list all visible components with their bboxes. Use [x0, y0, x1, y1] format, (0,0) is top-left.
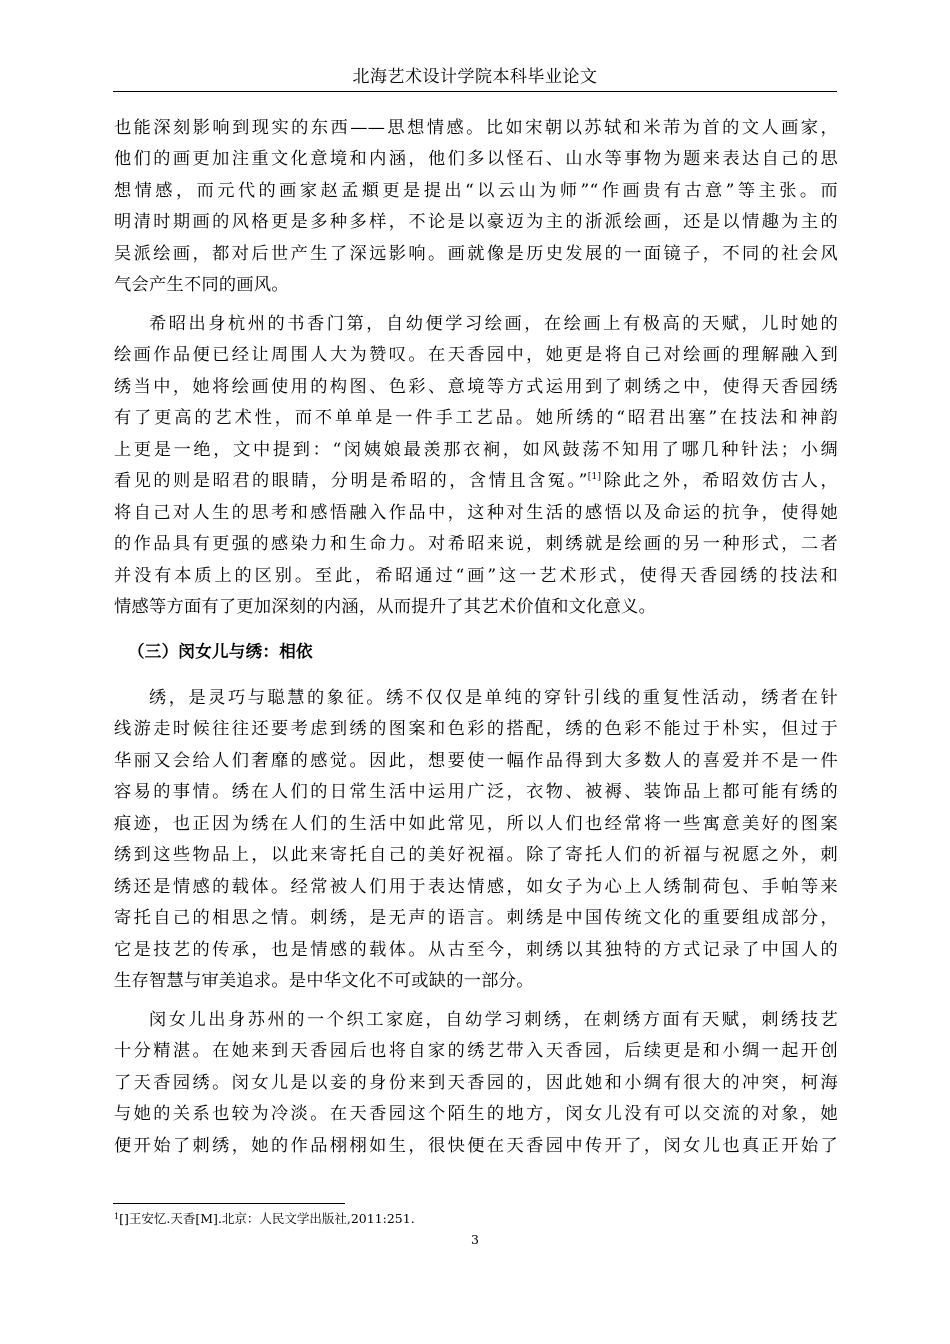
paragraph-line: 明清时期画的风格更是多种多样，不论是以豪迈为主的浙派绘画，还是以情趣为主的: [114, 212, 838, 232]
paragraph-line-with-citation: [114, 467, 838, 495]
paragraph-line: 容易的事情。绣在人们的日常生活中运用广泛，衣物、被褥、装饰品上都可能有绣的: [114, 782, 838, 802]
paragraph-line: 将自己对人生的思考和感悟融入作品中，这种对生活的感悟以及命运的抗争，使得她: [114, 503, 838, 523]
text-after-citation: 除此之外，希昭效仿古人，: [601, 471, 838, 491]
paragraph-line: 便开始了刺绣，她的作品栩栩如生，很快便在天香园中传开了，闵女儿也真正开始了: [114, 1136, 838, 1156]
paragraph-line: 有了更高的艺术性，而不单单是一件手工艺品。她所绣的“昭君出塞”在技法和神韵: [114, 408, 838, 428]
paragraph-line: 想情感，而元代的画家赵孟頫更是提出“以云山为师”“作画贵有古意”等主张。而: [114, 181, 838, 201]
paragraph-line: 与她的关系也较为冷淡。在天香园这个陌生的地方，闵女儿没有可以交流的对象，她: [114, 1104, 838, 1124]
paragraph-line: 希昭出身杭州的书香门第，自幼便学习绘画，在绘画上有极高的天赋，儿时她的: [149, 314, 838, 334]
paragraph-line: 它是技艺的传承，也是情感的载体。从古至今，刺绣以其独特的方式记录了中国人的: [114, 940, 838, 960]
paragraph-line: 十分精湛。在她来到天香园后也将自家的绣艺带入天香园，后续更是和小绸一起开创: [114, 1041, 838, 1061]
header-rule: [113, 91, 837, 92]
paragraph-line: 并没有本质上的区别。至此，希昭通过“画”这一艺术形式，使得天香园绣的技法和: [114, 566, 838, 586]
paragraph-line: 绘画作品便已经让周围人大为赞叹。在天香园中，她更是将自己对绘画的理解融入到: [114, 345, 838, 365]
paragraph-line: 闵女儿出身苏州的一个织工家庭，自幼学习刺绣，在刺绣方面有天赋，刺绣技艺: [149, 1010, 838, 1030]
footnote-marker: 1: [114, 1212, 120, 1221]
section-heading: （三）闵女儿与绣：相依: [128, 642, 313, 661]
paragraph-line: 寄托自己的相思之情。刺绣，是无声的语言。刺绣是中国传统文化的重要组成部分，: [114, 908, 838, 928]
paragraph-line: 华丽又会给人们奢靡的感觉。因此，想要使一幅作品得到大多数人的喜爱并不是一件: [114, 751, 838, 771]
paragraph-line: 绣，是灵巧与聪慧的象征。绣不仅仅是单纯的穿针引线的重复性活动，绣者在针: [149, 688, 838, 708]
page-number: 3: [471, 1232, 479, 1247]
quote-text: 看见的则是昭君的眼睛，分明是希昭的，含情且含冤。”: [114, 471, 588, 491]
paragraph-line: 上更是一绝，文中提到：“闵姨娘最羡那衣裥，如风鼓荡不知用了哪几种针法；小绸: [114, 440, 838, 460]
paragraph-line: 绣当中，她将绘画使用的构图、色彩、意境等方式运用到了刺绣之中，使得天香园绣: [114, 377, 838, 397]
paragraph-line: 吴派绘画，都对后世产生了深远影响。画就像是历史发展的一面镜子，不同的社会风: [114, 244, 838, 264]
footnote: [114, 1210, 415, 1228]
paragraph-line: 生存智慧与审美追求。是中华文化不可或缺的一部分。: [114, 971, 534, 991]
paragraph-line: 绣还是情感的载体。经常被人们用于表达情感，如女子为心上人绣制荷包、手帕等来: [114, 877, 838, 897]
footnote-text: []王安忆.天香[M].北京：人民文学出版社,2011:251.: [119, 1211, 415, 1226]
citation-marker[interactable]: [1]: [587, 472, 602, 482]
running-header-title: 北海艺术设计学院本科毕业论文: [352, 67, 598, 87]
paragraph-line: 绣到这些物品上，以此来寄托自己的美好祝福。除了寄托人们的祈福与祝愿之外，刺: [114, 845, 838, 865]
paragraph-line: 他们的画更加注重文化意境和内涵，他们多以怪石、山水等事物为题来表达自己的思: [114, 149, 838, 169]
paragraph-line: 气会产生不同的画风。: [114, 275, 289, 295]
paragraph-line: 情感等方面有了更加深刻的内涵，从而提升了其艺术价值和文化意义。: [114, 597, 657, 617]
paragraph-line: 痕迹，也正因为绣在人们的生活中如此常见，所以人们也经常将一些寓意美好的图案: [114, 814, 838, 834]
paragraph-line: 的作品具有更强的感染力和生命力。对希昭来说，刺绣就是绘画的另一种形式，二者: [114, 534, 838, 554]
footnote-separator: [113, 1203, 345, 1204]
paragraph-line: 也能深刻影响到现实的东西——思想情感。比如宋朝以苏轼和米芾为首的文人画家，: [114, 118, 838, 138]
paragraph-line: 线游走时候往往还要考虑到绣的图案和色彩的搭配，绣的色彩不能过于朴实，但过于: [114, 719, 838, 739]
paragraph-line: 了天香园绣。闵女儿是以妾的身份来到天香园的，因此她和小绸有很大的冲突，柯海: [114, 1073, 838, 1093]
